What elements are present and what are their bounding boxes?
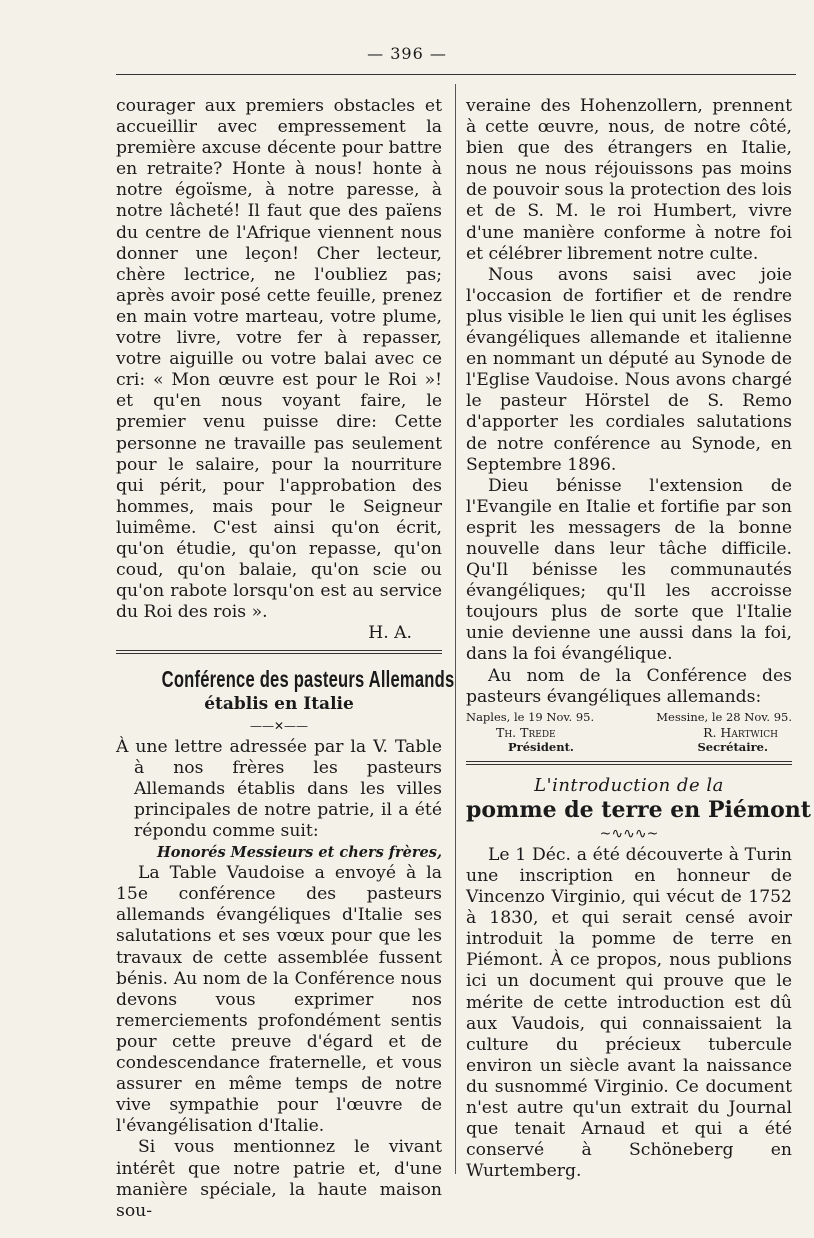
title-left: Président. xyxy=(508,739,574,754)
place-date-right: Messine, le 28 Nov. 95. xyxy=(656,709,792,724)
signatures-block xyxy=(466,710,792,755)
ornament-divider-2: ~∿∿∿~ xyxy=(599,825,659,842)
ornament-divider: ——✕—— xyxy=(249,718,309,733)
right-column xyxy=(466,96,811,1182)
section-rule xyxy=(116,650,442,654)
left-column xyxy=(116,96,455,1222)
column-divider xyxy=(455,84,456,1174)
right-paragraph-5: Le 1 Déc. a été découverte à Turin une inscription en honneur de Vincenzo Virginio, qui vécut de 1752 à 1830, et qui serait censé avoir introduit la pomme de terre en Piémont. À ce propos, nous publions ici un document qui prouve que le mérite de cette introduction est dû aux Vaudois, qui connaissaient la culture du précieux tubercule environ un siècle avant la naissance du susnommé Virginio. Ce document n'est autre qu'un extrait du Journal que tenait Arnaud et qui a été conservé à Schöneberg en Wurtemberg. xyxy=(466,844,792,1182)
right-paragraph-3: Dieu bénisse l'extension de l'Evangile en Italie et fortifie par son esprit les messagers de la bonne nouvelle dans leur tâche difficile. Qu'Il bénisse les communautés évangéliques; qu'Il les accroisse toujours plus de sorte que l'Italie unie devienne une aussi dans la foi, dans la foi évangélique. xyxy=(466,475,792,665)
signatory-left: Th. Trede xyxy=(496,724,556,740)
header-rule xyxy=(116,74,796,75)
right-paragraph-2: Nous avons saisi avec joie l'occasion de fortifier et de rendre plus visible le lien qui unit les églises évangéliques allemande et italienne en nommant un député au Synode de l'Eglise Vaudoise. Nous avons chargé le pasteur Hörstel de S. Remo d'apporter les cordiales salutations de notre conférence au Synode, en Septembre 1896. xyxy=(466,264,792,475)
page-number: — 396 — xyxy=(367,44,447,63)
signature: H. A. xyxy=(368,623,412,644)
place-date-left: Naples, le 19 Nov. 95. xyxy=(466,709,595,724)
left-paragraph-2: La Table Vaudoise a envoyé à la 15e conférence des pasteurs allemands évangéliques d'Italie ses salutations et ses vœux pour que les travaux de cette assemblée fussent bénis. Au nom de la Conférence nous devons vous exprimer nos remerciements profondément sentis pour cette preuve d'égard et de condescendance fraternelle, et vous assurer en même temps de notre vive sympathie pour l'œuvre de l'évangélisation d'Italie. xyxy=(116,863,442,1137)
left-paragraph-1: courager aux premiers obstacles et accueillir avec empressement la première axcuse décente pour battre en retraite? Honte à nous! honte à notre égoïsme, à notre paresse, à notre lâcheté! Il faut que des païens du centre de l'Afrique viennent nous donner une leçon! Cher lecteur, chère lectrice, ne l'oubliez pas; après avoir posé cette feuille, prenez en main votre marteau, votre plume, votre livre, votre fer à repasser, votre aiguille ou votre balai avec ce cri: « Mon œuvre est pour le Roi »! et qu'en nous voyant faire, le premier venu puisse dire: Cette personne ne travaille pas seulement pour le salaire, pour la nourriture qui périt, pour l'approbation des hommes, mais pour le Seigneur luimême. C'est ainsi qu'on écrit, qu'on étudie, qu'on repasse, qu'on coud, qu'on balaie, qu'on scie ou qu'on rabote lorsqu'on est au service du Roi des rois ». xyxy=(116,96,442,623)
title-right: Secrétaire. xyxy=(697,739,768,754)
intro-paragraph: À une lettre adressée par la V. Table à nos frères les pasteurs Allemands établis dans les villes principales de notre patrie, il a été répondu comme suit: xyxy=(116,736,442,841)
right-paragraph-1: veraine des Hohenzollern, prennent à cette œuvre, nous, de notre côté, bien que des étrangers en Italie, nous ne nous réjouissons pas moins de pouvoir sous la protection des lois et de S. M. le roi Humbert, vivre d'une manière conforme à notre foi et célébrer librement notre culte. xyxy=(466,96,792,264)
salutation: Honorés Messieurs et chers frères, xyxy=(157,844,442,862)
left-paragraph-3: Si vous mentionnez le vivant intérêt que notre patrie et, d'une manière spéciale, la haute maison sou- xyxy=(116,1137,442,1221)
right-paragraph-4: Au nom de la Conférence des pasteurs évangéliques allemands: xyxy=(466,665,792,707)
article-title: pomme de terre en Piémont xyxy=(466,796,811,823)
signatory-right: R. Hartwich xyxy=(703,724,778,740)
section-rule-2 xyxy=(466,761,792,765)
article-subheading: établis en Italie xyxy=(204,694,354,715)
article-heading: Conférence des pasteurs Allemands xyxy=(161,666,455,693)
script-title: L'introduction de la xyxy=(534,774,724,796)
